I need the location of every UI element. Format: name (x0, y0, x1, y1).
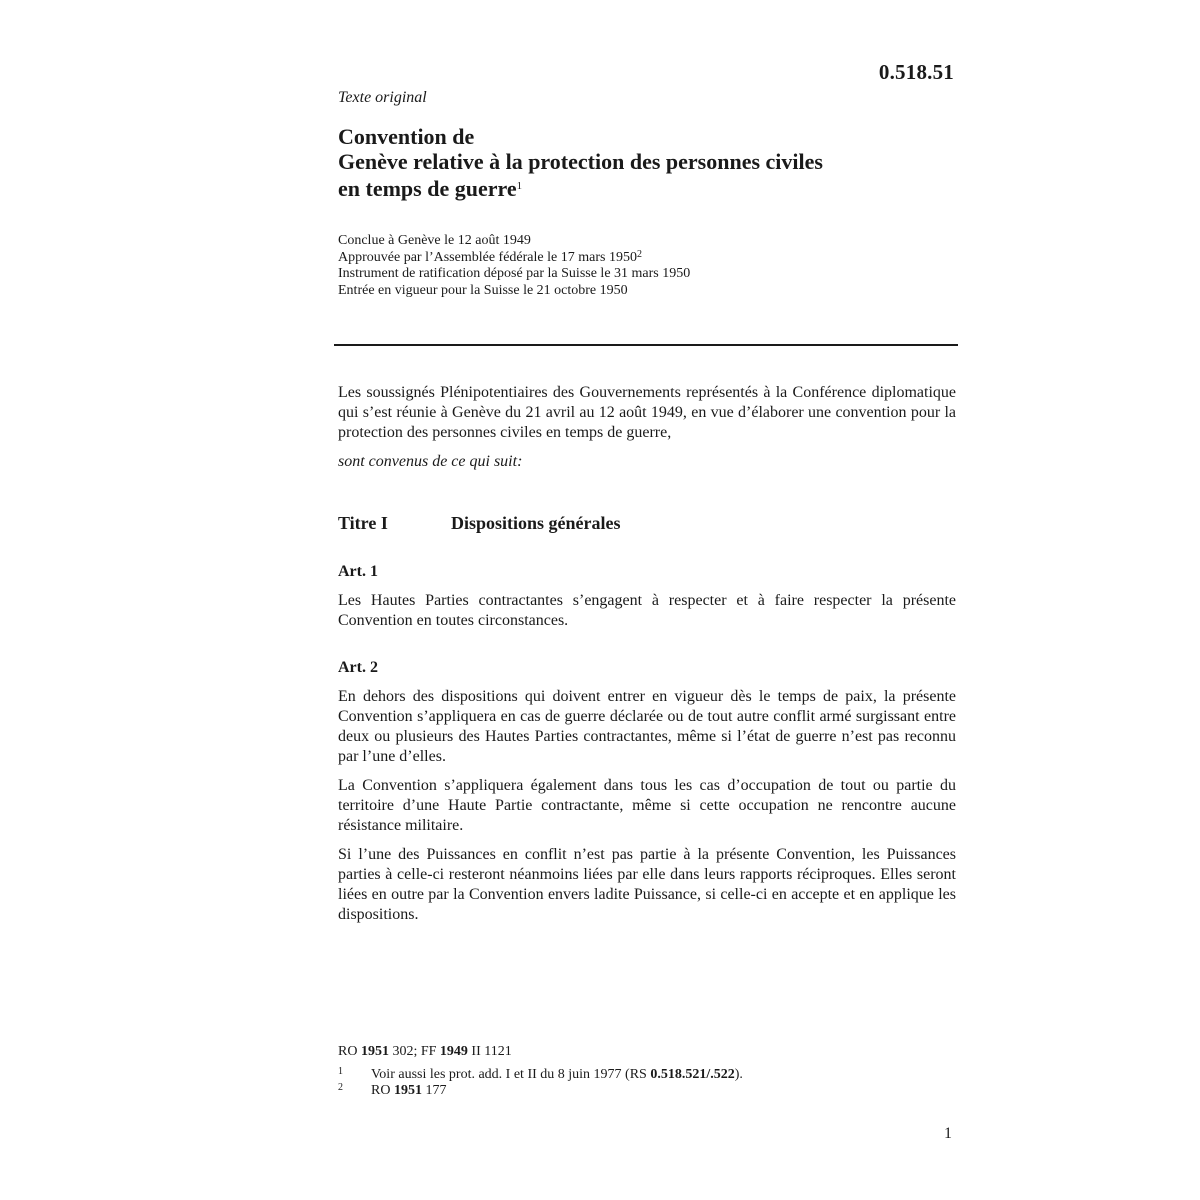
article-2-paragraph-2: La Convention s’appliquera également dans tous les cas d’occupation de tout ou partie du territoire d’une Haute Partie contractante, même si cette occupation ne rencontre aucune résistance militaire. (338, 777, 956, 834)
title-line-2: Genève relative à la protection des personnes civiles (338, 149, 823, 174)
meta-concluded: Conclue à Genève le 12 août 1949 (338, 233, 531, 248)
footnote-2-page: 177 (425, 1083, 447, 1098)
title-line-1: Convention de (338, 124, 475, 149)
original-text-label: Texte original (338, 89, 427, 106)
ref-ff-year: 1949 (439, 1044, 468, 1059)
document-metadata (338, 233, 690, 299)
footnote-1-rs-number[interactable]: 0.518.521/.522 (650, 1067, 735, 1082)
titre-label: Titre I (338, 513, 388, 533)
article-2-paragraph-3: Si l’une des Puissances en conflit n’est pas partie à la présente Convention, les Puissances parties à celle-ci resteront néanmoins liées par elle dans leurs rapports réciproques. Elles seront liées en outre par la Convention envers ladite Puissance, si celle-ci en accepte et en applique les dispositions. (338, 846, 956, 923)
ref-ro-label: RO (338, 1044, 358, 1059)
meta-ratification: Instrument de ratification déposé par la Suisse le 31 mars 1950 (338, 266, 691, 281)
footnote-2 (338, 1080, 446, 1099)
preamble-agreed: sont convenus de ce qui suit: (338, 453, 523, 470)
publication-reference (338, 1044, 512, 1060)
article-2-paragraph-1: En dehors des dispositions qui doivent entrer en vigueur dès le temps de paix, la présente Convention s’appliquera en cas de guerre déclarée ou de tout autre conflit armé surgissant entre deux ou plusieurs des Hautes Parties contractantes, même si l’état de guerre n’est pas reconnu par l’une d’elles. (338, 688, 956, 765)
titre-title: Dispositions générales (451, 513, 621, 533)
document-title (338, 124, 958, 201)
footnote-1-text: Voir aussi les prot. add. I et II du 8 juin 1977 (RS (371, 1067, 647, 1082)
ref-ro-page: 302; FF (392, 1044, 437, 1059)
page-number: 1 (944, 1125, 952, 1142)
meta-approved-footnote-mark[interactable]: 2 (636, 248, 642, 260)
meta-entry-into-force: Entrée en vigueur pour la Suisse le 21 octobre 1950 (338, 282, 628, 298)
ref-ff-page: II 1121 (471, 1044, 512, 1059)
meta-approved-text: Approuvée par l’Assemblée fédérale le 17 mars 1950 (338, 249, 637, 265)
rs-number: 0.518.51 (878, 60, 954, 84)
footnote-2-ro-label: RO (371, 1083, 391, 1098)
article-2-heading: Art. 2 (338, 659, 378, 676)
article-1-heading: Art. 1 (338, 563, 378, 580)
article-1-paragraph-1: Les Hautes Parties contractantes s’engagent à respecter et à faire respecter la présente Convention en toutes circonstances. (338, 592, 956, 629)
title-footnote-mark[interactable]: 1 (516, 180, 523, 192)
title-line-3 (338, 174, 958, 201)
footnote-2-number: 2 (338, 1082, 343, 1093)
footnote-1-end: ). (734, 1067, 743, 1082)
title-line-3-text: en temps de guerre (338, 176, 517, 201)
footnote-2-year: 1951 (393, 1083, 422, 1098)
footnote-1-number: 1 (338, 1066, 343, 1077)
horizontal-rule (334, 344, 958, 346)
preamble-text: Les soussignés Plénipotentiaires des Gouvernements représentés à la Conférence diplomatique qui s’est réunie à Genève du 21 avril au 12 août 1949, en vue d’élaborer une convention pour la protection des personnes civiles en temps de guerre, (338, 384, 956, 441)
meta-approved (338, 250, 690, 267)
titre-heading (338, 513, 621, 534)
ref-ro-year: 1951 (360, 1044, 389, 1059)
